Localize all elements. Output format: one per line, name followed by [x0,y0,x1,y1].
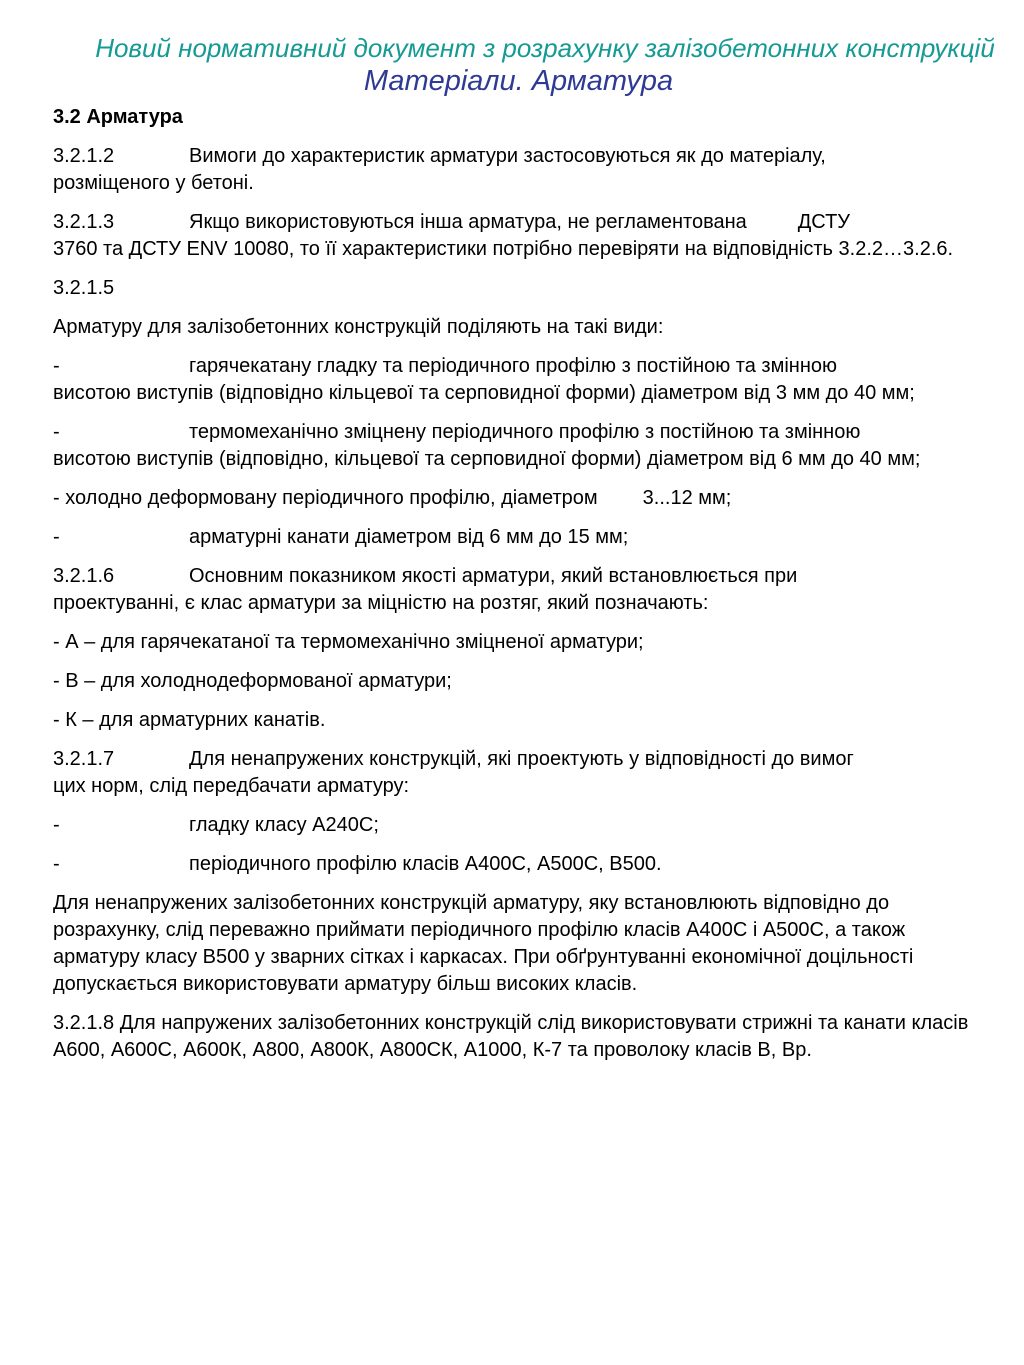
clause-number: 3.2.1.7 [53,748,115,770]
clause-text-continued: цих норм, слід передбачати арматуру: [53,775,410,797]
list-item [53,419,974,473]
clause-text-continued: проектуванні, є клас арматури за міцністю на розтяг, який позначають: [53,592,709,614]
list-dash: - [53,526,60,548]
list-text: термомеханічно зміцнену періодичного профілю з постійною та змінною [189,421,861,443]
class-item: - В – для холоднодеформованої арматури; [53,670,452,692]
class-item: - К – для арматурних канатів. [53,709,326,731]
clause-text-tail: ДСТУ [797,211,851,233]
section-heading: 3.2 Арматура [53,106,183,128]
list-text-continued: висотою виступів (відповідно, кільцевої та серповидної форми) діаметром від 6 мм до 40 мм; [53,448,921,470]
clause-number: 3.2.1.5 [53,277,115,299]
clause-number: 3.2.1.6 [53,565,115,587]
document-subtitle: Матеріали. Арматура [363,65,674,97]
clause-text: Якщо використовуються інша арматура, не регламентована [189,211,747,233]
list-text: арматурні канати діаметром від 6 мм до 15 мм; [189,526,629,548]
list-text: періодичного профілю класів А400С, А500С, В500. [189,853,662,875]
nonprestressed-paragraph: Для ненапружених залізобетонних конструкцій арматуру, яку встановлюють відповідно до розрахунку, слід переважно приймати періодичного профілю класів А400С і А500С, а також арматуру класу В500 у зварних сітках і каркасах. При обґрунтуванні економічної доцільності допускається використовувати арматуру більш високих класів. [53,892,914,995]
clause-text-continued: 3760 та ДСТУ ENV 10080, то її характеристики потрібно перевіряти на відповідність 3.2.2…3.2.6. [53,238,954,260]
list-dash: - [53,421,60,443]
clause-text: Вимоги до характеристик арматури застосовуються як до матеріалу, [189,145,826,167]
list-text: гарячекатану гладку та періодичного профілю з постійною та змінною [189,355,837,377]
list-text: - холодно деформовану періодичного профілю, діаметром [53,487,598,509]
rebar-types-intro: Арматуру для залізобетонних конструкцій поділяють на такі види: [53,316,664,338]
list-item [53,353,974,407]
list-text: гладку класу А240С; [189,814,379,836]
list-dash: - [53,814,60,836]
list-item [53,812,974,839]
clause-3-2-1-2 [53,143,974,197]
clause-text-continued: розміщеного у бетоні. [53,172,254,194]
document-title: Новий нормативний документ з розрахунку залізобетонних конструкцій [95,33,995,63]
list-text-tail: 3...12 мм; [642,487,732,509]
list-dash: - [53,853,60,875]
list-dash: - [53,355,60,377]
list-item [53,851,974,878]
list-item [53,485,974,512]
clause-text: Для ненапружених конструкцій, які проектують у відповідності до вимог [189,748,854,770]
clause-3-2-1-7 [53,746,974,800]
class-item: - А – для гарячекатаної та термомеханічно зміцненої арматури; [53,631,644,653]
clause-3-2-1-6 [53,563,974,617]
list-text-continued: висотою виступів (відповідно кільцевої та серповидної форми) діаметром від 3 мм до 40 мм; [53,382,915,404]
clause-3-2-1-3 [53,209,974,263]
clause-text: Основним показником якості арматури, який встановлюється при [189,565,798,587]
clause-3-2-1-5 [53,275,974,302]
clause-3-2-1-8: 3.2.1.8 Для напружених залізобетонних конструкцій слід використовувати стрижні та канати класів А600, А600С, А600К, А800, А800К, А800СК, А1000, К-7 та проволоку класів В, Вр. [53,1012,969,1061]
clause-number: 3.2.1.2 [53,145,115,167]
clause-number: 3.2.1.3 [53,211,115,233]
list-item [53,524,974,551]
